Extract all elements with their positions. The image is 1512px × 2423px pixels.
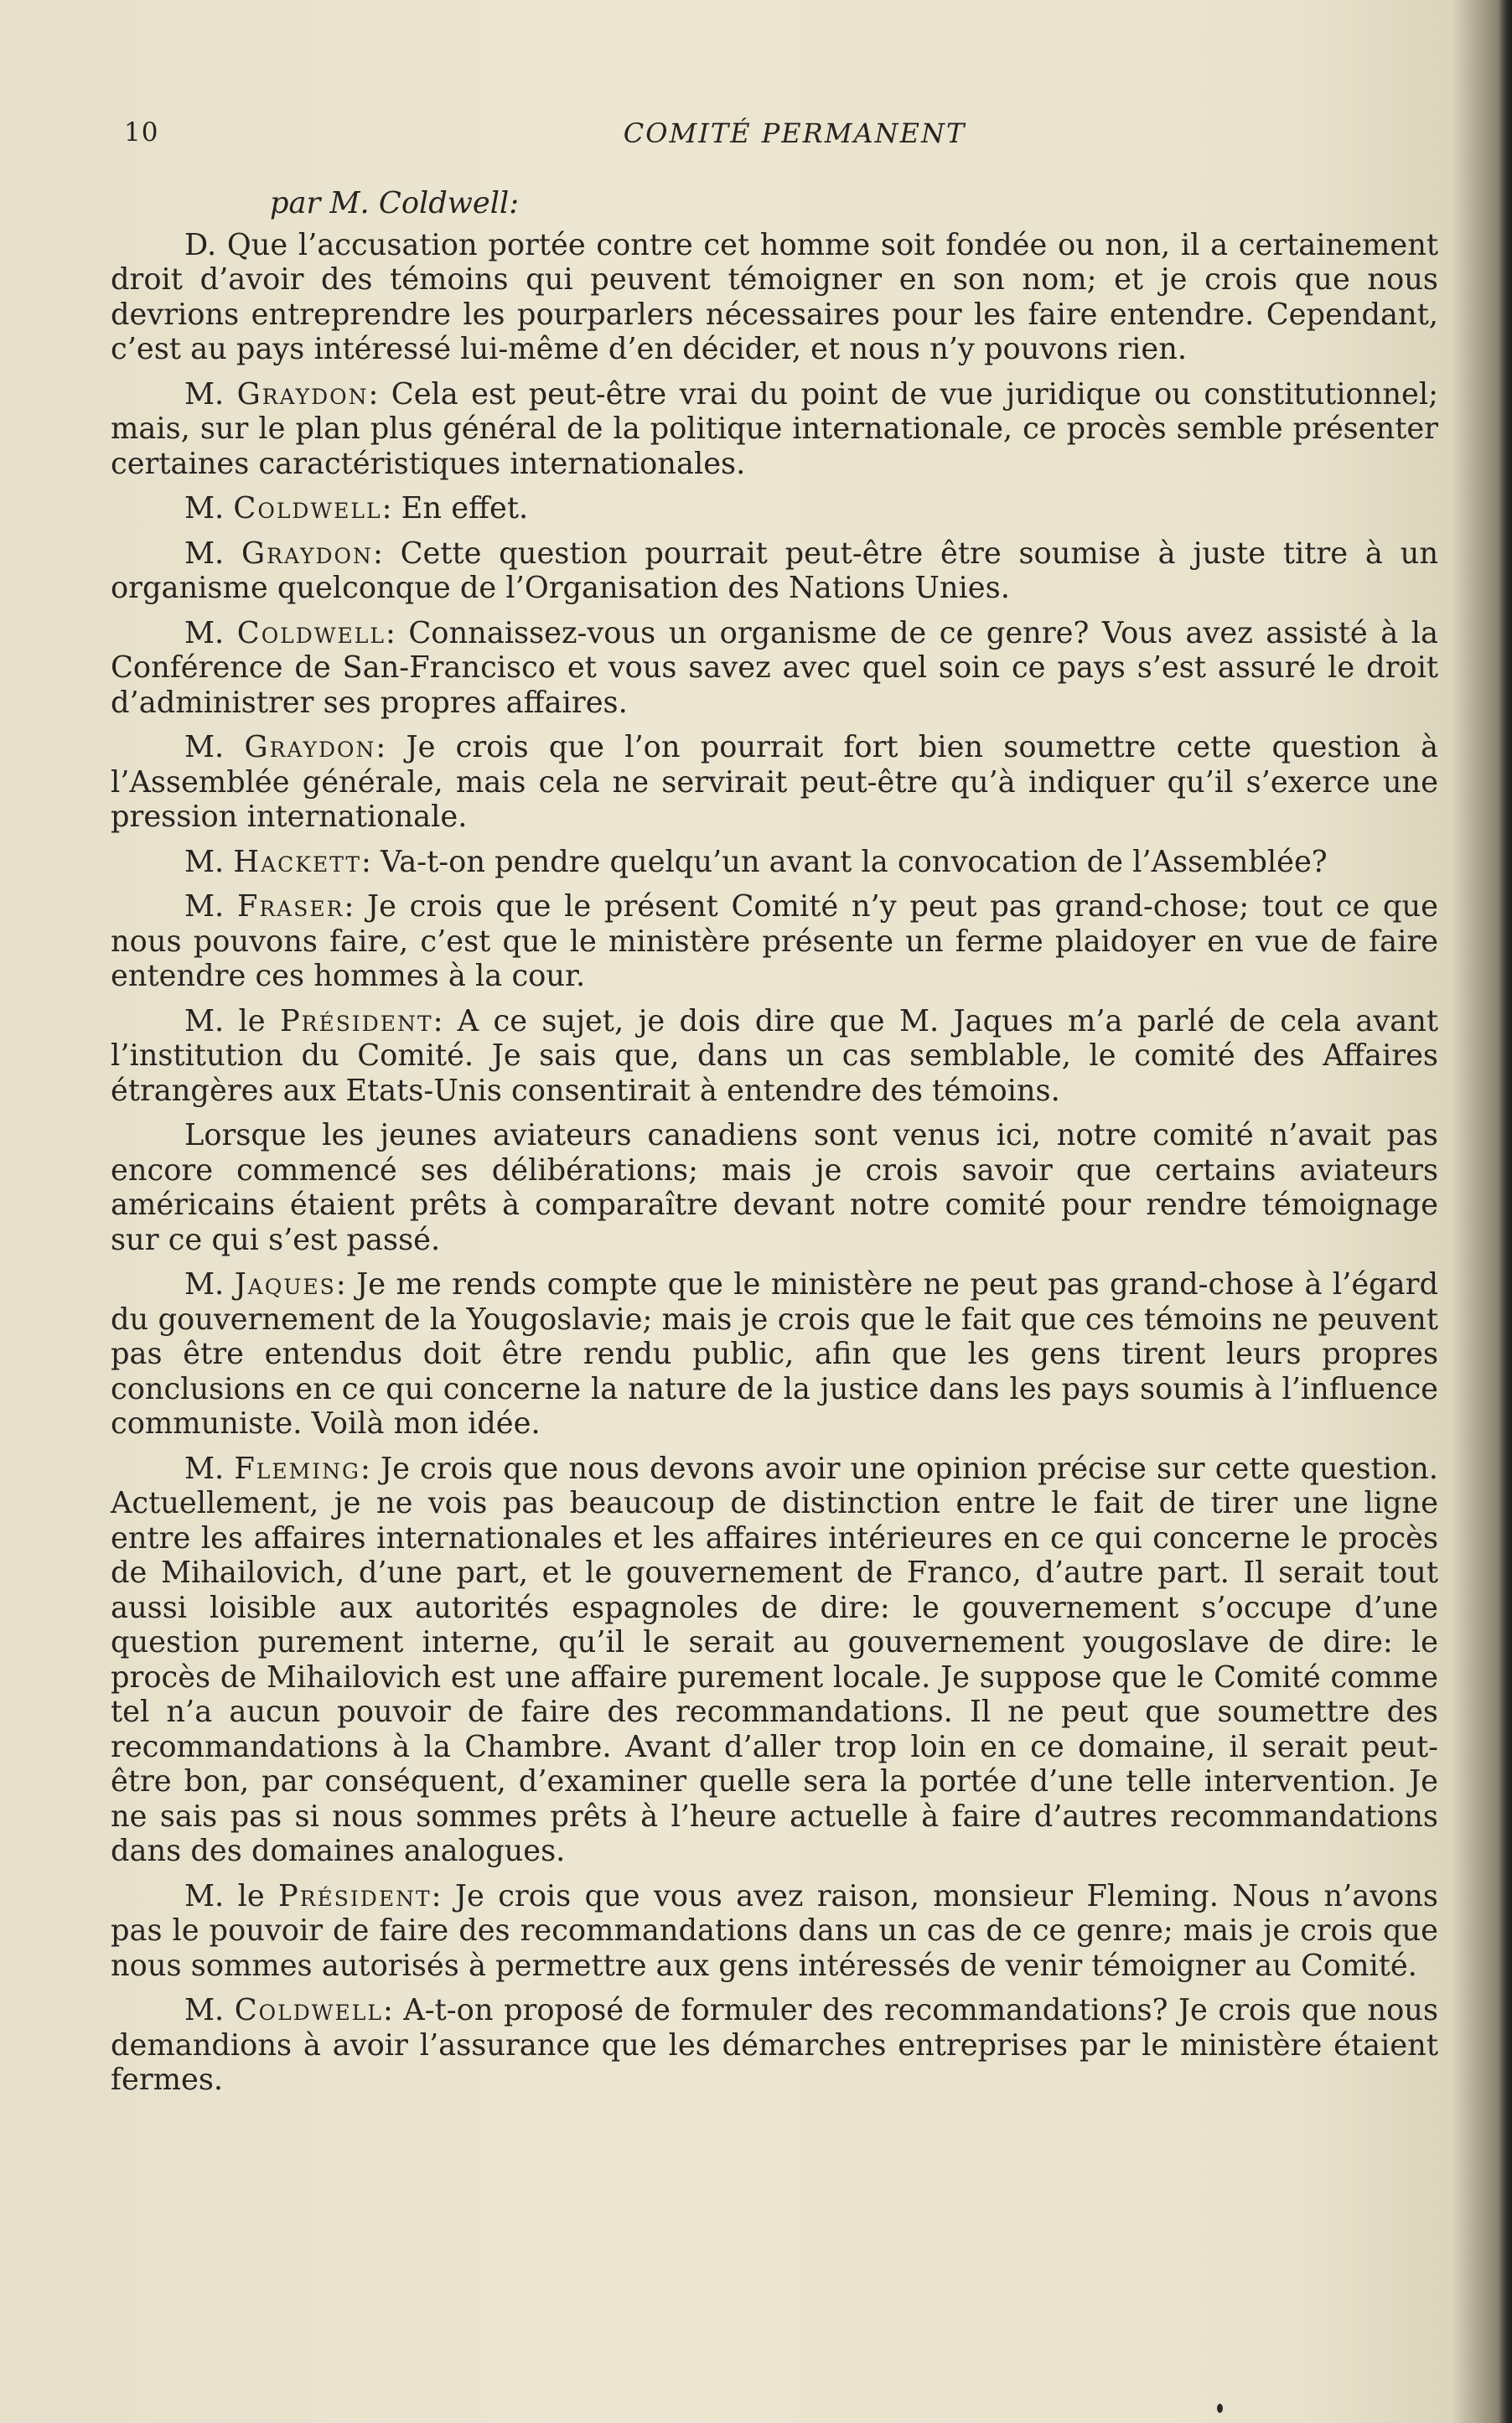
speaker-prefix: M.: [184, 1451, 235, 1486]
paragraph-text: : Cette question pourrait peut-être être soumise à juste titre à un organisme quelconque de l’Organisation des Nations Unies.: [111, 536, 1438, 605]
speaker-prefix: M.: [184, 615, 237, 650]
paragraph: [111, 377, 1438, 482]
paragraph-text: Lorsque les jeunes aviateurs canadiens sont venus ici, notre comité n’avait pas encore commencé ses délibérations; mais je crois savoir que certains aviateurs américains étaient prêts à comparaître devant notre comité pour rendre témoignage sur ce qui s’est passé.: [111, 1118, 1438, 1257]
speaker-prefix: M. le: [184, 1003, 280, 1038]
speaker-prefix: M.: [184, 889, 237, 924]
ink-speck: [1217, 2404, 1223, 2413]
speaker-prefix: M.: [184, 844, 234, 879]
running-title: COMITÉ PERMANENT: [623, 117, 966, 149]
speaker-name: Graydon: [244, 730, 376, 764]
speaker-name: Coldwell: [236, 615, 386, 650]
paragraph-text: : Je crois que nous devons avoir une opinion précise sur cette question. Actuellement, je ne vois pas beaucoup de distinction entre le fait de tirer une ligne entre les affaires internationales et les affaires intérieures en ce qui concerne le procès de Mihailovich, d’une part, et le gouvernement de Franco, d’autre part. Il serait tout aussi loisible aux autorités espagnoles de dire: le gouvernement s’occupe d’une question purement interne, qu’il le serait au gouvernement yougoslave de dire: le procès de Mihailovich est une affaire purement locale. Je suppose que le Comité comme tel n’a aucun pouvoir de faire des recommandations. Il ne peut que soumettre des recommandations à la Chambre. Avant d’aller trop loin en ce domaine, il serait peut-être bon, par conséquent, d’examiner quelle sera la portée d’une telle intervention. Je ne sais pas si nous sommes prêts à l’heure actuelle à faire d’autres recommandations dans des domaines analogues.: [111, 1451, 1438, 1868]
speaker-name: Fleming: [234, 1451, 360, 1486]
speaker-name: Graydon: [236, 376, 369, 412]
paragraph: [111, 889, 1438, 994]
paragraph-text: : Cela est peut-être vrai du point de vue juridique ou constitutionnel; mais, sur le plan plus général de la politique internationale, ce procès semble présenter certaines caractéristiques internationales.: [111, 376, 1438, 481]
speaker-name: Hackett: [233, 844, 362, 879]
paragraph: [111, 1004, 1438, 1109]
paragraph-text: : Je me rends compte que le ministère ne peut pas grand-chose à l’égard du gouvernement de la Yougoslavie; mais je crois que le fait que ces témoins ne peuvent pas être entendus doit être rendu public, afin que les gens tirent leurs propres conclusions en ce qui concerne la nature de la justice dans les pays soumis à l’influence communiste. Voilà mon idée.: [111, 1267, 1439, 1441]
paragraph-text: D. Que l’accusation portée contre cet homme soit fondée ou non, il a certainement droit d’avoir des témoins qui peuvent témoigner en son nom; et je crois que nous devrions entreprendre les pourparlers nécessaires pour les faire entendre. Cependant, c’est au pays intéressé lui-même d’en décider, et nous n’y pouvons rien.: [111, 227, 1438, 366]
paragraph-text: : Je crois que l’on pourrait fort bien soumettre cette question à l’Assemblée générale, mais cela ne servirait peut-être qu’à indiquer qu’il s’exerce une pression internationale.: [111, 730, 1438, 834]
paragraph: [111, 1118, 1438, 1257]
paragraph: [111, 1993, 1438, 2098]
paragraph: [111, 1879, 1438, 1984]
paragraph-text: : Va-t-on pendre quelqu’un avant la convocation de l’Assemblée?: [361, 844, 1328, 879]
speaker-name: Fraser: [236, 889, 344, 924]
transcript-body: [111, 186, 1438, 2108]
speaker-name: Coldwell: [233, 491, 382, 526]
paragraph: [111, 536, 1438, 606]
paragraph-text: : Je crois que le présent Comité n’y peut pas grand-chose; tout ce que nous pouvons faire, c’est que le ministère présente un ferme plaidoyer en vue de faire entendre ces hommes à la cour.: [111, 889, 1438, 993]
speaker-name: Président: [279, 1003, 433, 1038]
speaker-name: Jaques: [234, 1267, 336, 1302]
speaker-prefix: M. le: [184, 1878, 279, 1913]
speaker-name: Coldwell: [234, 1993, 383, 2027]
paragraph: [111, 1452, 1438, 1869]
paragraph-text: : A-t-on proposé de formuler des recommandations? Je crois que nous demandions à avoir l’assurance que les démarches entreprises par le ministère étaient fermes.: [111, 1993, 1439, 2097]
page-binding-edge: [1500, 0, 1512, 2423]
speaker-name: Graydon: [241, 536, 373, 571]
paragraph: [111, 845, 1438, 880]
paragraph: [111, 1267, 1438, 1442]
questioner-intro: par M. Coldwell:: [270, 186, 520, 220]
speaker-prefix: M.: [184, 536, 242, 571]
speaker-name: Président: [278, 1878, 432, 1913]
paragraph-text: : A ce sujet, je dois dire que M. Jaques m’a parlé de cela avant l’institution du Comité. Je sais que, dans un cas semblable, le comité des Affaires étrangères aux Etats-Unis consentirait à entendre des témoins.: [111, 1003, 1438, 1108]
paragraph: [111, 730, 1438, 835]
speaker-prefix: M.: [184, 1993, 235, 2027]
speaker-prefix: M.: [184, 491, 234, 526]
paragraph: [111, 616, 1438, 721]
page-header: [124, 117, 1432, 159]
speaker-prefix: M.: [184, 376, 237, 412]
page-number: 10: [124, 117, 159, 148]
paragraph: [111, 491, 1438, 526]
paragraph: [111, 228, 1438, 367]
paragraph-text: : En effet.: [381, 491, 529, 526]
speaker-prefix: M.: [184, 1267, 235, 1302]
paragraph-text: : Connaissez-vous un organisme de ce genre? Vous avez assisté à la Conférence de San-Francisco et vous savez avec quel soin ce pays s’est assuré le droit d’administrer ses propres affaires.: [111, 615, 1438, 720]
paragraph-text: : Je crois que vous avez raison, monsieur Fleming. Nous n’avons pas le pouvoir de faire des recommandations dans un cas de ce genre; mais je crois que nous sommes autorisés à permettre aux gens intéressés de venir témoigner au Comité.: [111, 1878, 1438, 1983]
speaker-prefix: M.: [184, 730, 245, 764]
